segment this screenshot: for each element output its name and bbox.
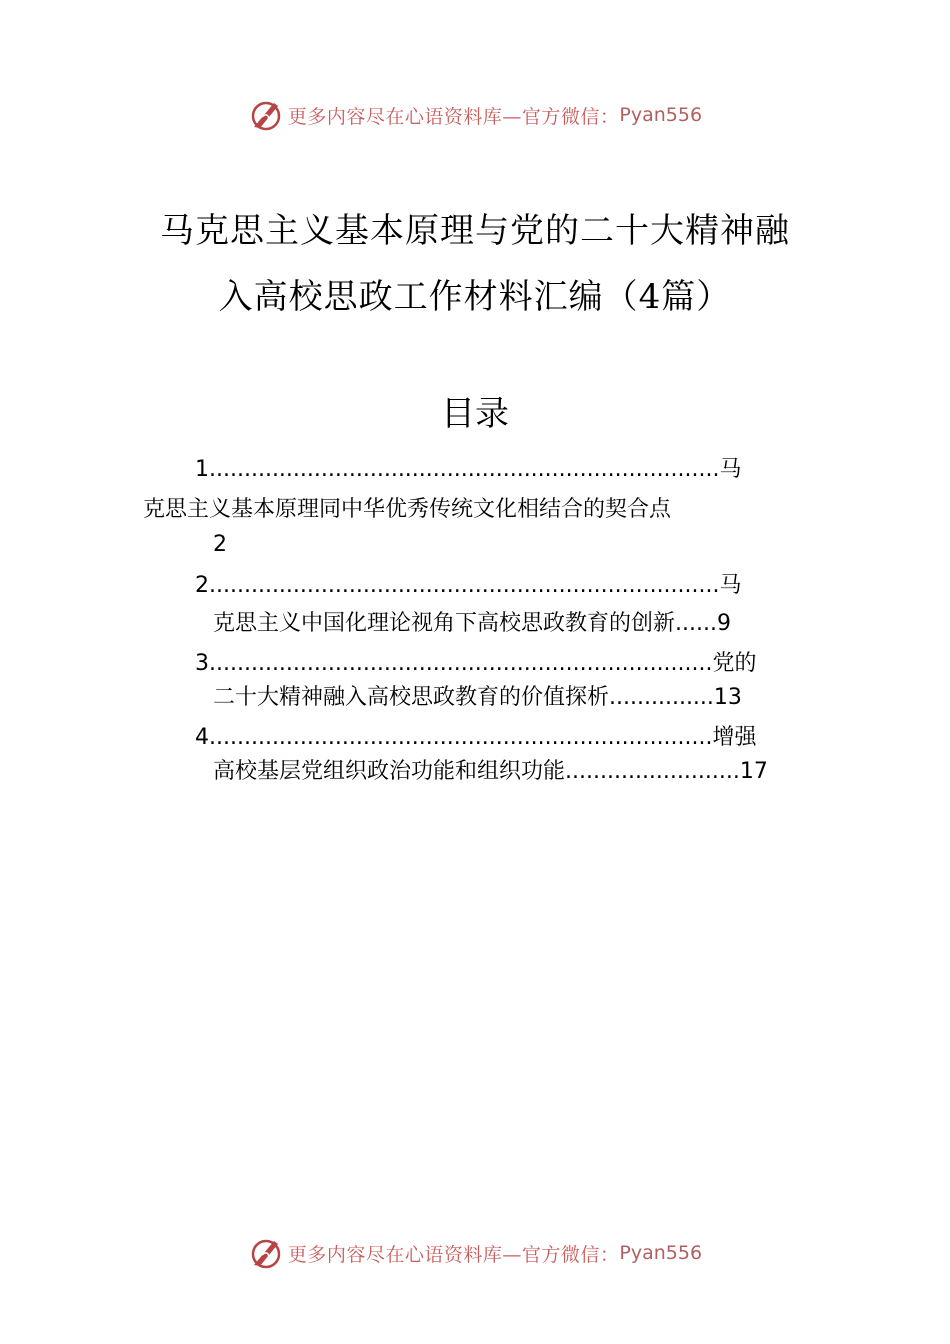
toc-entry-page: 17: [739, 759, 768, 784]
toc-leader-dots: ........................................................................: [209, 725, 713, 750]
toc-entry-2-title[interactable]: [213, 609, 731, 639]
toc-entry-number: 3: [195, 651, 209, 676]
header-banner: [0, 95, 950, 135]
toc-entry-1-page[interactable]: 2: [213, 532, 227, 557]
toc-entry-title-start: 党的: [712, 651, 757, 676]
quill-pen-seal-icon: [248, 1235, 284, 1271]
toc-entry-4-lead[interactable]: [195, 723, 757, 753]
toc-entry-3-lead[interactable]: [195, 649, 757, 679]
toc-leader-dots: .........................................................................: [209, 457, 720, 482]
toc-entry-2-lead[interactable]: [195, 571, 742, 601]
toc-entry-title-start: 增强: [712, 725, 757, 750]
footer-banner: [0, 1233, 950, 1273]
toc-leader-dots: ......: [675, 611, 717, 636]
toc-leader-dots: .........................: [565, 759, 740, 784]
toc-entry-1-lead[interactable]: [195, 455, 742, 485]
quill-pen-seal-icon: [248, 97, 284, 133]
toc-entry-1-title[interactable]: 克思主义基本原理同中华优秀传统文化相结合的契合点: [143, 497, 672, 522]
toc-entry-title-rest: 克思主义中国化理论视角下高校思政教育的创新: [213, 611, 676, 636]
toc-leader-dots: .........................................................................: [209, 573, 720, 598]
toc-entry-page: 13: [713, 685, 742, 710]
toc-entry-title-start: 马: [719, 457, 742, 482]
banner-text: 更多内容尽在心语资料库—官方微信：: [287, 1243, 620, 1266]
banner-wechat-id: Pyan556: [619, 104, 703, 126]
toc-leader-dots: ........................................................................: [209, 651, 713, 676]
toc-entry-number: 2: [195, 573, 209, 598]
document-title-line-1: 马克思主义基本原理与党的二十大精神融: [160, 211, 790, 251]
toc-entry-number: 4: [195, 725, 209, 750]
toc-entry-page: 9: [716, 611, 731, 636]
toc-entry-3-title[interactable]: [213, 683, 742, 713]
banner-wechat-id: Pyan556: [619, 1242, 703, 1264]
toc-entry-number: 1: [195, 457, 209, 482]
toc-entry-title-rest: 二十大精神融入高校思政教育的价值探析: [213, 685, 610, 710]
toc-leader-dots: ...............: [609, 685, 714, 710]
document-title-line-2: 入高校思政工作材料汇编（4篇）: [218, 277, 732, 317]
toc-entry-title-rest: 高校基层党组织政治功能和组织功能: [213, 759, 566, 784]
banner-text: 更多内容尽在心语资料库—官方微信：: [287, 105, 620, 128]
toc-heading: 目录: [441, 394, 509, 434]
toc-entry-4-title[interactable]: [213, 757, 768, 787]
toc-entry-title-start: 马: [719, 573, 742, 598]
